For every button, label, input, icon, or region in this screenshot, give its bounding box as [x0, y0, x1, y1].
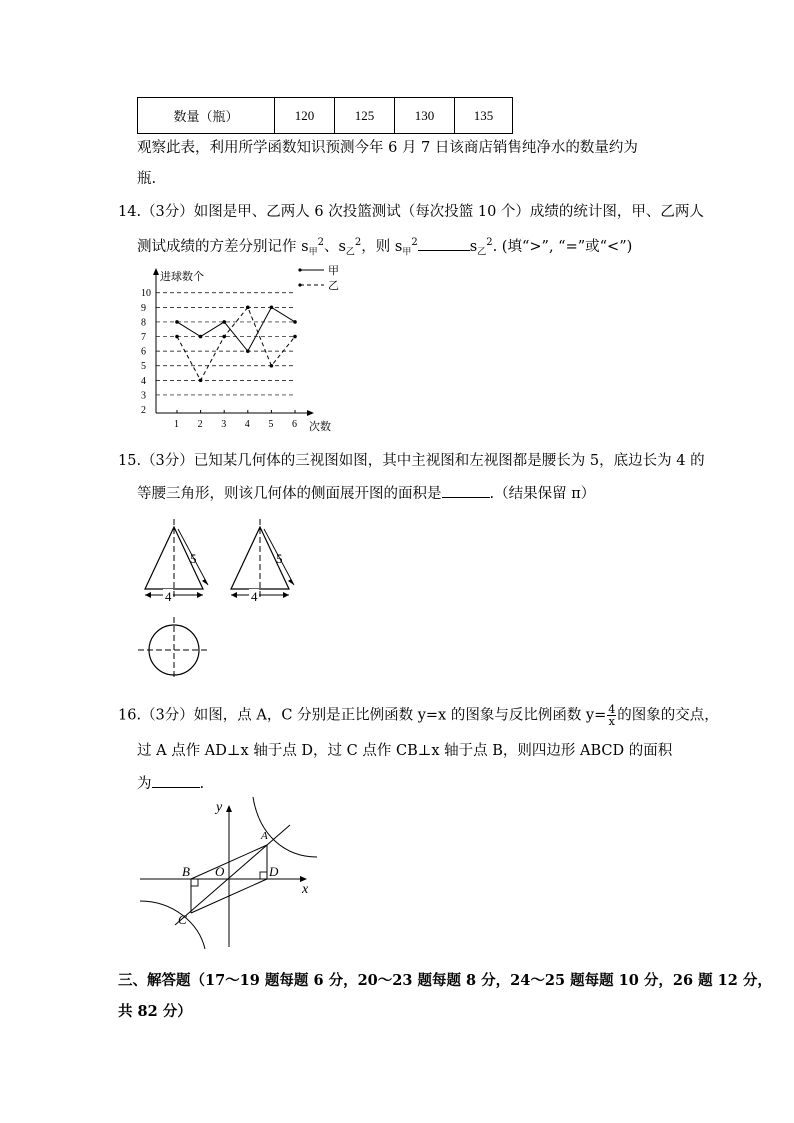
data-point: [293, 335, 297, 339]
q14-text: . (填“>”, “=”或“<”): [492, 238, 633, 255]
arrow-head: [231, 592, 237, 598]
data-point: [199, 379, 203, 383]
legend-label: 甲: [328, 265, 339, 277]
data-point: [175, 335, 179, 339]
data-point: [270, 364, 274, 368]
y-axis-label: 进球数个: [160, 271, 204, 283]
question-score: （3分）: [141, 204, 194, 220]
label-B: B: [182, 864, 190, 879]
section-heading-line2: 共 82 分）: [118, 1003, 192, 1020]
left-view: [231, 519, 294, 604]
superscript: 2: [354, 237, 362, 248]
hyperbola-branch-1: [253, 797, 317, 857]
x-tick-label: 2: [197, 419, 203, 430]
q15-line2: [137, 483, 595, 503]
side-length-label: 5: [276, 551, 283, 566]
subscript-jia: 甲: [402, 247, 412, 258]
label-D: D: [269, 864, 279, 879]
y-axis-arrow: [226, 805, 232, 812]
arrow-head: [197, 592, 203, 598]
right-angle-mark-B: [191, 879, 198, 886]
data-point: [199, 335, 203, 339]
q16-text: 如图，点 A，C 分别是正比例函数 y=x 的图象与反比例函数 y=: [193, 707, 607, 724]
arrow-head: [283, 592, 289, 598]
x-tick-label: 3: [221, 419, 227, 430]
q16-line2: 过 A 点作 AD⊥x 轴于点 D，过 C 点作 CB⊥x 轴于点 B，则四边形 ABCD 的面积: [137, 743, 673, 759]
superscript: 2: [486, 237, 493, 248]
label-A: A: [261, 830, 268, 842]
legend-label: 乙: [328, 280, 339, 292]
answer-blank[interactable]: [442, 483, 490, 498]
q16-text: 为: [137, 776, 152, 792]
arrow-head: [202, 579, 208, 585]
label-O: O: [215, 864, 225, 879]
q14-text: 测试成绩的方差分别记作 s: [137, 238, 309, 255]
y-tick-label: 4: [141, 375, 146, 387]
q14-line1: [118, 203, 704, 221]
q13-text-line2: 瓶.: [137, 171, 157, 187]
data-point: [222, 320, 226, 324]
q14-text: 、s: [323, 238, 346, 255]
question-score: （3分）: [141, 707, 194, 724]
table-row: [138, 98, 513, 134]
y-axis-arrow: [153, 268, 159, 275]
data-point: [293, 320, 297, 324]
q13-text-line1: 观察此表，利用所学函数知识预测今年 6 月 7 日该商店销售纯净水的数量约为: [137, 140, 638, 156]
series-line-yi: [177, 307, 295, 380]
table-cell: 135: [455, 98, 513, 134]
question-score: （3分）: [141, 453, 194, 469]
q14-text: ，则 s: [361, 238, 403, 255]
right-angle-mark-D: [260, 872, 267, 879]
data-point: [246, 349, 250, 353]
answer-blank[interactable]: [152, 773, 200, 788]
x-tick-label: 6: [292, 419, 297, 430]
label-x: x: [302, 882, 309, 897]
base-length-label: 4: [251, 589, 258, 604]
q14-line2: [137, 234, 632, 262]
q15-text: 已知某几何体的三视图如图，其中主视图和左视图都是腰长为 5，底边长为 4 的: [193, 453, 705, 469]
data-point: [246, 306, 250, 310]
side-length-label: 5: [190, 551, 197, 566]
y-tick-label: 10: [141, 288, 151, 300]
function-graph-figure: [135, 795, 320, 950]
y-tick-label: 7: [141, 332, 146, 344]
label-C: C: [178, 912, 187, 927]
superscript: 2: [317, 237, 324, 248]
arrow-head: [288, 579, 294, 585]
subscript-yi: 乙: [345, 247, 355, 258]
base-length-label: 4: [165, 589, 172, 604]
subscript-jia: 甲: [308, 247, 318, 258]
fraction-denominator: x: [608, 715, 615, 728]
q16-text: 的图象的交点，: [617, 707, 719, 724]
y-tick-label: 3: [141, 390, 146, 402]
table-cell: 130: [395, 98, 455, 134]
q16-line1: [118, 704, 719, 727]
y-tick-label: 2: [141, 405, 146, 417]
three-views-figure: [130, 515, 315, 680]
q16-text: .: [199, 776, 205, 792]
legend-marker: [298, 283, 301, 286]
x-axis-label: 次数: [309, 421, 331, 433]
q15-line1: [118, 452, 705, 470]
table-cell: 120: [275, 98, 335, 134]
question-number: 14.: [118, 204, 142, 220]
data-point: [175, 320, 179, 324]
y-tick-label: 6: [141, 346, 146, 358]
sales-table: [137, 97, 513, 134]
y-tick-label: 8: [141, 317, 146, 329]
arrow-head: [145, 592, 151, 598]
subscript-yi: 乙: [477, 247, 487, 258]
q14-text: s: [469, 238, 478, 255]
section-heading-line1: 三、解答题（17～19 题每题 6 分，20～23 题每题 8 分，24～25 题每题 10 分，26 题 12 分，: [118, 972, 772, 989]
data-point: [222, 335, 226, 339]
q14-text: 如图是甲、乙两人 6 次投篮测试（每次投篮 10 个）成绩的统计图，甲、乙两人: [193, 204, 704, 220]
table-cell: 125: [335, 98, 395, 134]
label-y: y: [216, 800, 223, 815]
y-tick-label: 5: [141, 361, 146, 373]
superscript: 2: [411, 237, 418, 248]
series-line-jia: [177, 307, 295, 351]
q15-text: .（结果保留 π）: [489, 486, 596, 502]
top-view: [138, 617, 210, 679]
hyperbola-branch-2: [140, 901, 205, 949]
q15-text: 等腰三角形，则该几何体的侧面展开图的面积是: [137, 486, 442, 502]
front-view: [145, 519, 208, 604]
fraction: [607, 704, 616, 727]
y-tick-label: 9: [141, 302, 146, 314]
q14-line-chart: [132, 262, 347, 434]
answer-blank[interactable]: [418, 236, 470, 251]
table-header-cell: 数量（瓶）: [138, 98, 275, 134]
x-tick-label: 4: [244, 419, 250, 430]
question-number: 15.: [118, 453, 142, 469]
x-tick-label: 1: [174, 419, 179, 430]
x-tick-label: 5: [268, 419, 274, 430]
data-point: [270, 306, 274, 310]
legend-marker: [298, 268, 301, 271]
fraction-numerator: 4: [608, 703, 616, 716]
q16-line3: [137, 773, 204, 793]
x-axis-arrow: [307, 410, 314, 416]
question-number: 16.: [118, 707, 142, 724]
